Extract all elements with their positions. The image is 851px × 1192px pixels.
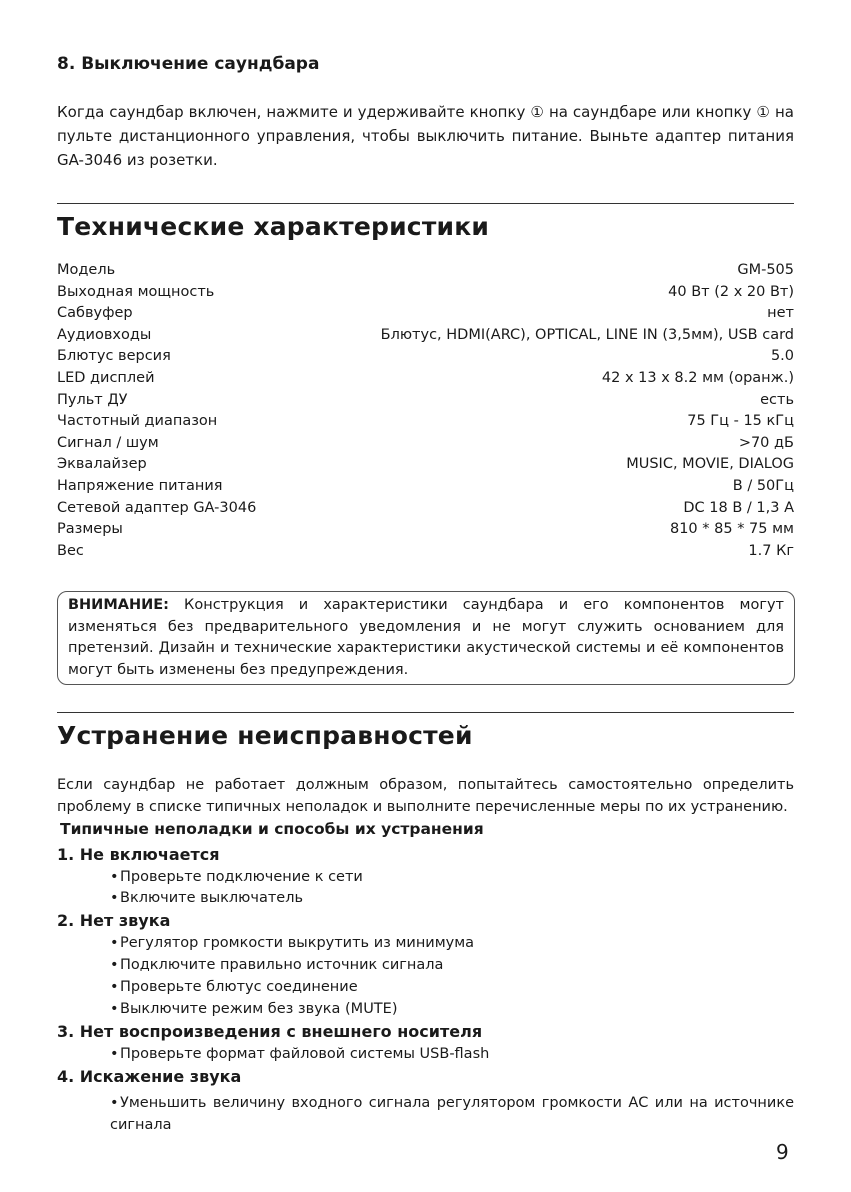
list-item: •Проверьте блютус соединение [110,979,358,995]
spec-value: В / 50Гц [732,477,794,494]
spec-row [57,282,794,304]
spec-label: Выходная мощность [57,283,215,300]
spec-value: 810 * 85 * 75 мм [669,521,794,538]
section-8-text: Когда саундбар включен, нажмите и удерживайте кнопку ① на саундбаре или кнопку ① на пульте дистанционного управления, чтобы выключить питание. Выньте адаптер питания GA-3046 из розетки. [57,103,794,169]
spec-label: Вес [57,542,84,559]
spec-value: GM-505 [737,262,794,278]
list-item: •Выключите режим без звука (MUTE) [110,1001,398,1017]
spec-row [57,541,794,563]
specs-table [57,260,794,562]
spec-label: Размеры [57,521,123,538]
issue-title: 3. Нет воспроизведения с внешнего носителя [57,1022,483,1041]
warning-text: Конструкция и характеристики саундбара и его компонентов могут изменяться без предварительного уведомления и не могут служить основанием для претензий. Дизайн и технические характеристики акустической системы и её компонентов могут быть изменены без предупреждения. [68,597,784,678]
spec-label: Пульт ДУ [57,391,128,408]
spec-label: Сабвуфер [57,305,133,322]
spec-row [57,325,794,347]
spec-value: Блютус, HDMI(ARC), OPTICAL, LINE IN (3,5мм), USB card [380,326,794,343]
spec-label: Сигнал / шум [57,434,159,451]
spec-row [57,368,794,390]
spec-value: DC 18 В / 1,3 А [683,499,794,516]
spec-value: нет [767,305,794,322]
warning-label: ВНИМАНИЕ: [68,597,169,613]
list-item: •Регулятор громкости выкрутить из минимума [110,935,475,951]
specs-heading: Технические характеристики [57,212,490,241]
page-number: 9 [776,1140,789,1164]
spec-row [57,390,794,412]
spec-value: 42 х 13 х 8.2 мм (оранж.) [601,369,794,386]
spec-row [57,476,794,498]
section-8-heading: 8. Выключение саундбара [57,54,320,74]
spec-row [57,519,794,541]
list-item: •Проверьте подключение к сети [110,869,363,885]
spec-row [57,498,794,520]
troubleshooting-heading: Устранение неисправностей [57,721,473,750]
spec-row [57,346,794,368]
spec-value: >70 дБ [738,434,794,451]
issue-title: 4. Искажение звука [57,1067,242,1086]
spec-row [57,411,794,433]
list-item: •Уменьшить величину входного сигнала регулятором громкости АС или на источнике сигнала [110,1095,794,1133]
troubleshooting-intro: Если саундбар не работает должным образом, попытайтесь самостоятельно определить проблему в списке типичных неполадок и выполните перечисленные меры по их устранению. [57,777,794,815]
list-item: •Включите выключатель [110,890,304,906]
spec-label: Частотный диапазон [57,413,218,430]
list-item: •Подключите правильно источник сигнала [110,957,444,973]
spec-row [57,260,794,282]
spec-value: MUSIC, MOVIE, DIALOG [626,456,794,473]
list-item: •Проверьте формат файловой системы USB-flash [110,1046,490,1062]
spec-value: 5.0 [770,348,794,365]
spec-label: Напряжение питания [57,477,223,494]
spec-value: 75 Гц - 15 кГц [687,413,794,430]
spec-label: Сетевой адаптер GA-3046 [57,499,257,516]
divider [57,712,794,713]
spec-value: 1.7 Кг [748,542,794,559]
spec-row [57,433,794,455]
spec-label: Модель [57,262,116,278]
spec-row [57,454,794,476]
spec-value: 40 Вт (2 х 20 Вт) [668,283,794,300]
troubleshooting-subtitle: Типичные неполадки и способы их устранения [60,820,484,838]
issue-title: 2. Нет звука [57,911,171,930]
spec-value: есть [760,391,794,408]
issue-title: 1. Не включается [57,845,220,864]
spec-label: Эквалайзер [57,456,147,473]
divider [57,203,794,204]
spec-row [57,303,794,325]
spec-label: Блютус версия [57,348,171,365]
warning-box [57,591,795,685]
spec-label: LED дисплей [57,369,155,386]
spec-label: Аудиовходы [57,326,152,343]
